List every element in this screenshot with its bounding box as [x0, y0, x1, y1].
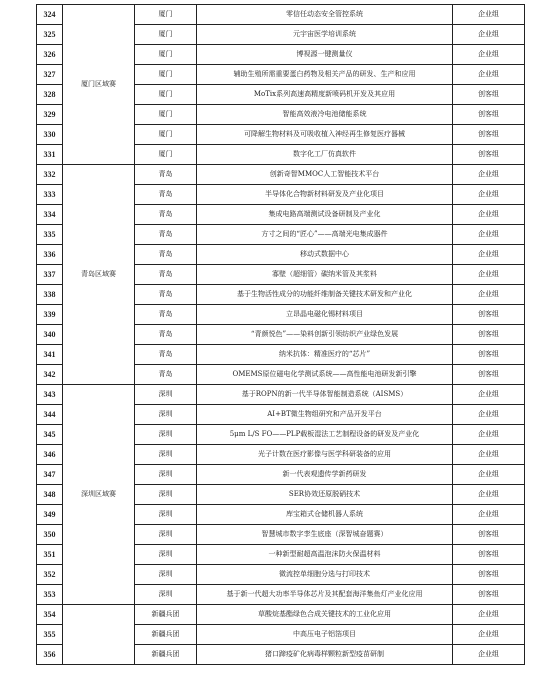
group-cell: 企业组	[453, 385, 525, 405]
city-cell: 新疆兵团	[135, 625, 197, 645]
city-cell: 厦门	[135, 85, 197, 105]
project-name: 可降解生物材料及可吸收植入神经再生修复医疗器械	[197, 125, 453, 145]
row-number: 330	[37, 125, 63, 145]
project-name: 智能高效液冷电池储能系统	[197, 105, 453, 125]
project-name: 基于新一代超大功率半导体芯片及其配套海洋集鱼灯产业化应用	[197, 585, 453, 605]
project-name: SER协效还原脱硝技术	[197, 485, 453, 505]
row-number: 345	[37, 425, 63, 445]
row-number: 347	[37, 465, 63, 485]
city-cell: 青岛	[135, 165, 197, 185]
project-name: 新一代表观遗传学新药研发	[197, 465, 453, 485]
table-row	[37, 5, 525, 25]
group-cell: 企业组	[453, 445, 525, 465]
group-cell: 企业组	[453, 245, 525, 265]
group-cell: 企业组	[453, 425, 525, 445]
group-cell: 创客组	[453, 125, 525, 145]
row-number: 348	[37, 485, 63, 505]
city-cell: 青岛	[135, 225, 197, 245]
group-cell: 创客组	[453, 145, 525, 165]
city-cell: 深圳	[135, 425, 197, 445]
group-cell: 创客组	[453, 85, 525, 105]
group-cell: 创客组	[453, 365, 525, 385]
row-number: 355	[37, 625, 63, 645]
city-cell: 深圳	[135, 405, 197, 425]
project-name: 半导体化合物新材料研发及产业化项目	[197, 185, 453, 205]
city-cell: 青岛	[135, 265, 197, 285]
project-name: 猪口蹄疫矿化病毒样颗粒新型疫苗研制	[197, 645, 453, 665]
project-name: 元宇宙医学培训系统	[197, 25, 453, 45]
city-cell: 深圳	[135, 385, 197, 405]
city-cell: 青岛	[135, 285, 197, 305]
row-number: 329	[37, 105, 63, 125]
city-cell: 深圳	[135, 465, 197, 485]
project-name: 中高压电子铝箔项目	[197, 625, 453, 645]
row-number: 339	[37, 305, 63, 325]
region-label	[63, 605, 135, 665]
city-cell: 深圳	[135, 585, 197, 605]
city-cell: 青岛	[135, 325, 197, 345]
project-name: 库宝箱式仓储机器人系统	[197, 505, 453, 525]
group-cell: 创客组	[453, 305, 525, 325]
project-name: 基于ROPN的新一代半导体智能制造系统（AISMS）	[197, 385, 453, 405]
group-cell: 企业组	[453, 185, 525, 205]
group-cell: 企业组	[453, 65, 525, 85]
row-number: 352	[37, 565, 63, 585]
group-cell: 创客组	[453, 105, 525, 125]
group-cell: 企业组	[453, 25, 525, 45]
project-name: 微流控单细胞分选与打印技术	[197, 565, 453, 585]
project-name: 辅助生殖所需重要蛋白药物及相关产品的研发、生产和应用	[197, 65, 453, 85]
group-cell: 企业组	[453, 205, 525, 225]
project-name: 寡壁（超细管）碳纳米管及其浆料	[197, 265, 453, 285]
project-name: OMEMS原位磁电化学测试系统——高性能电池研发新引擎	[197, 365, 453, 385]
city-cell: 青岛	[135, 245, 197, 265]
city-cell: 厦门	[135, 5, 197, 25]
city-cell: 厦门	[135, 145, 197, 165]
row-number: 349	[37, 505, 63, 525]
group-cell: 企业组	[453, 225, 525, 245]
group-cell: 企业组	[453, 505, 525, 525]
row-number: 327	[37, 65, 63, 85]
group-cell: 创客组	[453, 345, 525, 365]
project-name: 博视源一键测量仪	[197, 45, 453, 65]
group-cell: 企业组	[453, 645, 525, 665]
row-number: 354	[37, 605, 63, 625]
row-number: 333	[37, 185, 63, 205]
city-cell: 厦门	[135, 65, 197, 85]
project-name: 草酸烷基酯绿色合成关键技术的工业化应用	[197, 605, 453, 625]
project-table-container	[36, 4, 524, 665]
table-row	[37, 605, 525, 625]
city-cell: 新疆兵团	[135, 605, 197, 625]
group-cell: 创客组	[453, 585, 525, 605]
city-cell: 厦门	[135, 45, 197, 65]
project-name: 基于生物活性成分的功能纤维制备关键技术研发和产业化	[197, 285, 453, 305]
group-cell: 企业组	[453, 285, 525, 305]
city-cell: 深圳	[135, 445, 197, 465]
group-cell: 创客组	[453, 525, 525, 545]
project-table	[36, 4, 525, 665]
region-label: 深圳区域赛	[63, 385, 135, 605]
project-name: 纳米抗体：精准医疗的“芯片”	[197, 345, 453, 365]
group-cell: 企业组	[453, 625, 525, 645]
row-number: 344	[37, 405, 63, 425]
city-cell: 青岛	[135, 305, 197, 325]
group-cell: 企业组	[453, 605, 525, 625]
project-name: 一种新型耐超高温泡沫防火保温材料	[197, 545, 453, 565]
row-number: 325	[37, 25, 63, 45]
row-number: 335	[37, 225, 63, 245]
table-row	[37, 385, 525, 405]
project-name: 5μm L/S FO——PLP载板湿法工艺制程设备的研发及产业化	[197, 425, 453, 445]
group-cell: 企业组	[453, 465, 525, 485]
city-cell: 青岛	[135, 205, 197, 225]
row-number: 342	[37, 365, 63, 385]
project-table-body	[37, 5, 525, 665]
group-cell: 企业组	[453, 485, 525, 505]
row-number: 334	[37, 205, 63, 225]
row-number: 337	[37, 265, 63, 285]
row-number: 338	[37, 285, 63, 305]
city-cell: 深圳	[135, 525, 197, 545]
row-number: 324	[37, 5, 63, 25]
row-number: 341	[37, 345, 63, 365]
city-cell: 厦门	[135, 105, 197, 125]
row-number: 331	[37, 145, 63, 165]
row-number: 350	[37, 525, 63, 545]
city-cell: 深圳	[135, 545, 197, 565]
city-cell: 深圳	[135, 505, 197, 525]
row-number: 351	[37, 545, 63, 565]
group-cell: 企业组	[453, 45, 525, 65]
city-cell: 青岛	[135, 365, 197, 385]
city-cell: 青岛	[135, 345, 197, 365]
project-name: “青颜悦色”——染料创新引领纺织产业绿色发展	[197, 325, 453, 345]
row-number: 332	[37, 165, 63, 185]
project-name: 光子计数在医疗影像与医学科研装备的应用	[197, 445, 453, 465]
row-number: 343	[37, 385, 63, 405]
project-name: AI+BT微生物组研究和产品开发平台	[197, 405, 453, 425]
row-number: 328	[37, 85, 63, 105]
group-cell: 创客组	[453, 325, 525, 345]
city-cell: 厦门	[135, 25, 197, 45]
row-number: 356	[37, 645, 63, 665]
table-row	[37, 165, 525, 185]
row-number: 336	[37, 245, 63, 265]
group-cell: 创客组	[453, 565, 525, 585]
project-name: 零信任动态安全管控系统	[197, 5, 453, 25]
group-cell: 企业组	[453, 5, 525, 25]
group-cell: 企业组	[453, 265, 525, 285]
project-name: MoTix系列高速高精度新喷码机开发及其应用	[197, 85, 453, 105]
city-cell: 新疆兵团	[135, 645, 197, 665]
project-name: 移动式数据中心	[197, 245, 453, 265]
row-number: 326	[37, 45, 63, 65]
city-cell: 青岛	[135, 185, 197, 205]
city-cell: 厦门	[135, 125, 197, 145]
row-number: 346	[37, 445, 63, 465]
project-name: 集成电路高端测试设备研制及产业化	[197, 205, 453, 225]
project-name: 智慧城市数字孪生底座（深智城奋题赛）	[197, 525, 453, 545]
project-name: 数字化工厂仿真软件	[197, 145, 453, 165]
project-name: 立昂晶电磁化锡材料项目	[197, 305, 453, 325]
project-name: 方寸之间的“匠心”——高端光电集成器件	[197, 225, 453, 245]
row-number: 353	[37, 585, 63, 605]
group-cell: 企业组	[453, 165, 525, 185]
city-cell: 深圳	[135, 485, 197, 505]
region-label: 厦门区域赛	[63, 5, 135, 165]
row-number: 340	[37, 325, 63, 345]
project-name: 创新奇智MMOC人工智能技术平台	[197, 165, 453, 185]
city-cell: 深圳	[135, 565, 197, 585]
group-cell: 创客组	[453, 545, 525, 565]
region-label: 青岛区域赛	[63, 165, 135, 385]
group-cell: 企业组	[453, 405, 525, 425]
